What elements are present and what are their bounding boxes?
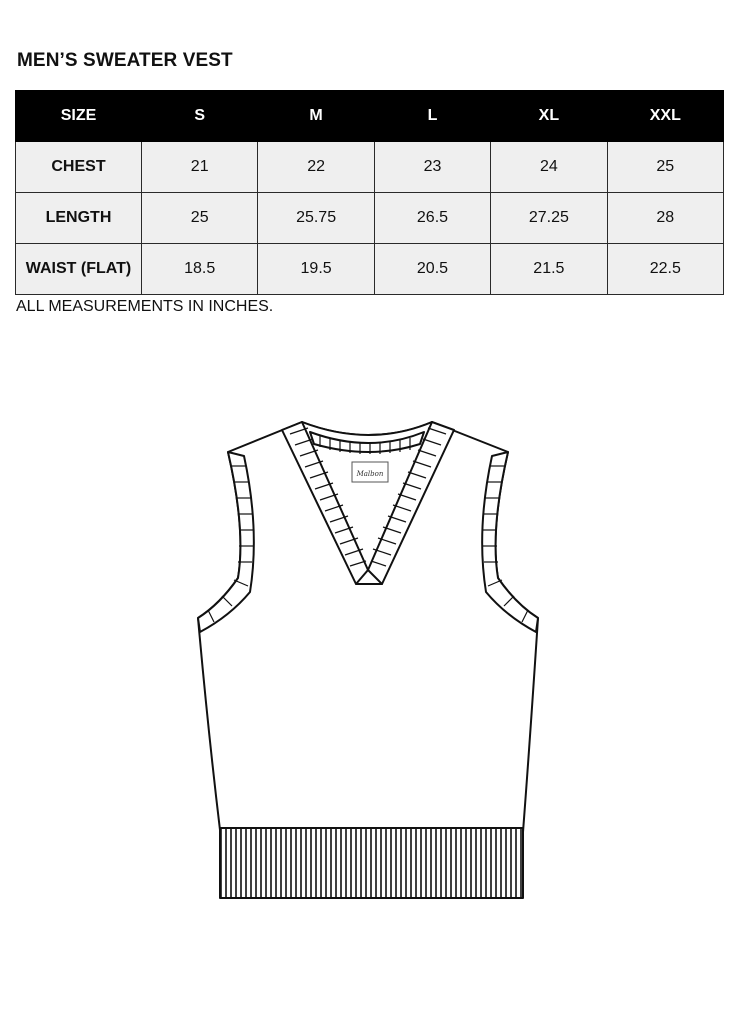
header-m: M xyxy=(258,91,374,142)
brand-label-text: Malbon xyxy=(356,470,384,478)
row-label: CHEST xyxy=(16,142,142,193)
row-label: WAIST (FLAT) xyxy=(16,244,142,295)
table-cell: 28 xyxy=(607,193,723,244)
table-cell: 25.75 xyxy=(258,193,374,244)
table-cell: 21.5 xyxy=(491,244,607,295)
table-cell: 25 xyxy=(142,193,258,244)
header-xl: XL xyxy=(491,91,607,142)
table-cell: 23 xyxy=(374,142,490,193)
table-header-row xyxy=(16,91,724,142)
table-row-chest xyxy=(16,142,724,193)
table-cell: 25 xyxy=(607,142,723,193)
size-chart-table xyxy=(15,90,724,295)
table-cell: 26.5 xyxy=(374,193,490,244)
table-cell: 21 xyxy=(142,142,258,193)
sweater-vest-illustration xyxy=(190,410,550,910)
table-cell: 20.5 xyxy=(374,244,490,295)
measurement-note: ALL MEASUREMENTS IN INCHES. xyxy=(16,298,274,315)
header-l: L xyxy=(374,91,490,142)
table-row-length xyxy=(16,193,724,244)
table-cell: 27.25 xyxy=(491,193,607,244)
hem-rib xyxy=(220,828,523,898)
table-cell: 19.5 xyxy=(258,244,374,295)
table-cell: 24 xyxy=(491,142,607,193)
table-cell: 22.5 xyxy=(607,244,723,295)
table-cell: 18.5 xyxy=(142,244,258,295)
table-cell: 22 xyxy=(258,142,374,193)
header-size: SIZE xyxy=(16,91,142,142)
header-s: S xyxy=(142,91,258,142)
page-title: MEN’S SWEATER VEST xyxy=(17,50,233,71)
header-xxl: XXL xyxy=(607,91,723,142)
row-label: LENGTH xyxy=(16,193,142,244)
table-row-waist xyxy=(16,244,724,295)
